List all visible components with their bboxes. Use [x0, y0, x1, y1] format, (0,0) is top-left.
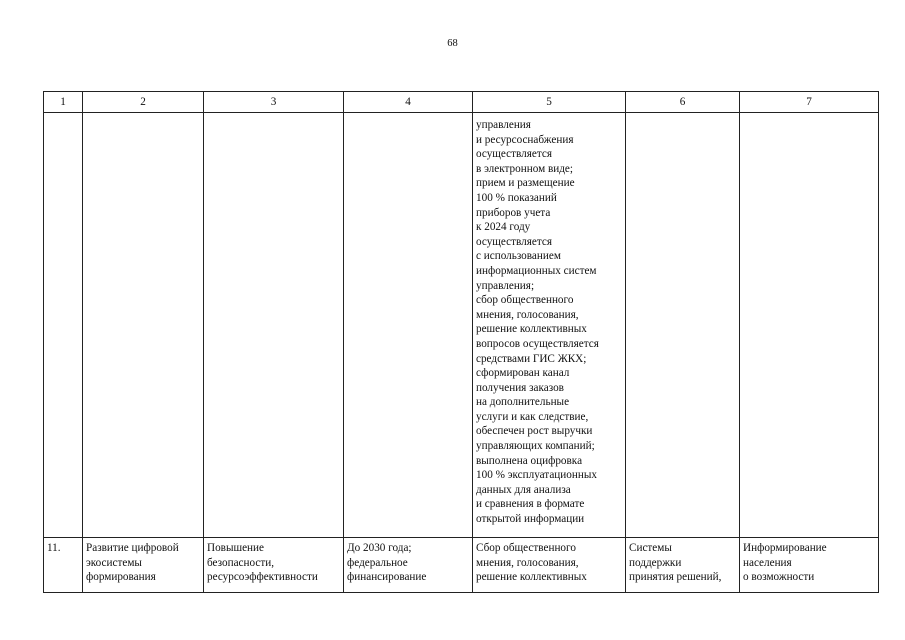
cell-text-line: приборов учета: [476, 206, 551, 219]
cell-text-line: решение коллективных: [476, 323, 587, 336]
continuation-row: [44, 113, 879, 538]
cell-text-line: мнения, голосования,: [476, 556, 579, 569]
cell-text-line: с использованием: [476, 250, 561, 263]
row11-results: [473, 538, 626, 593]
cont-cell-4: [344, 113, 473, 538]
cell-text-line: открытой информации: [476, 513, 585, 526]
cont-cell-7: [740, 113, 879, 538]
cell-text-line: сбор общественного: [476, 294, 574, 307]
header-cell-4: 4: [344, 92, 473, 113]
cell-text-line: поддержки: [629, 556, 682, 569]
cell-text-line: о возможности: [743, 571, 815, 584]
cell-text-line: осуществляется: [476, 148, 552, 161]
cell-text-line: мнения, голосования,: [476, 308, 579, 321]
cell-text-line: населения: [743, 556, 792, 569]
header-cell-1: 1: [44, 92, 83, 113]
cell-text-line: Системы: [629, 542, 672, 554]
cell-text-line: Повышение: [207, 542, 264, 554]
cell-text-line: управления: [476, 119, 531, 131]
row11-goal: [204, 538, 344, 593]
row11-deadline: [344, 538, 473, 593]
header-cell-5: 5: [473, 92, 626, 113]
cont-cell-2: [83, 113, 204, 538]
cell-text-line: ресурсоэффективности: [207, 571, 318, 584]
cell-text-line: прием и размещение: [476, 177, 575, 190]
cell-text-line: осуществляется: [476, 235, 552, 248]
cell-text-line: выполнена оцифровка: [476, 454, 583, 467]
cell-text-line: 100 % показаний: [476, 191, 557, 204]
cell-text-line: До 2030 года;: [347, 542, 412, 554]
cell-text-line: безопасности,: [207, 556, 275, 569]
cell-text-line: формирования: [86, 571, 156, 584]
cell-text-line: данных для анализа: [476, 483, 571, 496]
cell-text-line: получения заказов: [476, 381, 564, 394]
cont-cell-1: [44, 113, 83, 538]
header-cell-2: 2: [83, 92, 204, 113]
cell-text-line: финансирование: [347, 571, 427, 584]
header-cell-6: 6: [626, 92, 740, 113]
cell-text-line: в электронном виде;: [476, 162, 573, 175]
cell-text-line: сформирован канал: [476, 367, 570, 380]
row11-number: 11.: [44, 538, 83, 593]
cell-text-line: информационных систем: [476, 264, 597, 277]
cell-text-line: средствами ГИС ЖКХ;: [476, 352, 587, 365]
cell-text-line: управления;: [476, 279, 535, 292]
header-cell-7: 7: [740, 92, 879, 113]
page-number: 68: [447, 38, 458, 49]
cont-cell-3: [204, 113, 344, 538]
row11-effects: [740, 538, 879, 593]
cell-text-line: и сравнения в формате: [476, 498, 585, 511]
cell-text-line: принятия решений,: [629, 571, 722, 584]
cell-text-line: обеспечен рост выручки: [476, 425, 593, 438]
cell-text-line: федеральное: [347, 556, 408, 569]
cell-text-line: Сбор общественного: [476, 542, 576, 554]
cell-text-line: 100 % эксплуатационных: [476, 469, 597, 482]
cell-text-line: услуги и как следствие,: [476, 410, 589, 423]
cell-text-line: на дополнительные: [476, 396, 570, 409]
cont-cell-6: [626, 113, 740, 538]
row11-direction: [83, 538, 204, 593]
cell-text-line: Информирование: [743, 542, 827, 554]
cell-text-line: управляющих компаний;: [476, 440, 595, 453]
cell-text-line: решение коллективных: [476, 571, 587, 584]
cell-text-line: вопросов осуществляется: [476, 337, 599, 350]
measures-table: [43, 91, 879, 593]
cell-text-line: экосистемы: [86, 556, 142, 569]
header-row: [44, 92, 879, 113]
table-row-11: [44, 538, 879, 593]
cell-text-line: Развитие цифровой: [86, 542, 179, 554]
cell-text-line: к 2024 году: [476, 221, 531, 234]
cell-text-line: и ресурсоснабжения: [476, 133, 574, 146]
header-cell-3: 3: [204, 92, 344, 113]
cont-cell-5: [473, 113, 626, 538]
row11-tools: [626, 538, 740, 593]
